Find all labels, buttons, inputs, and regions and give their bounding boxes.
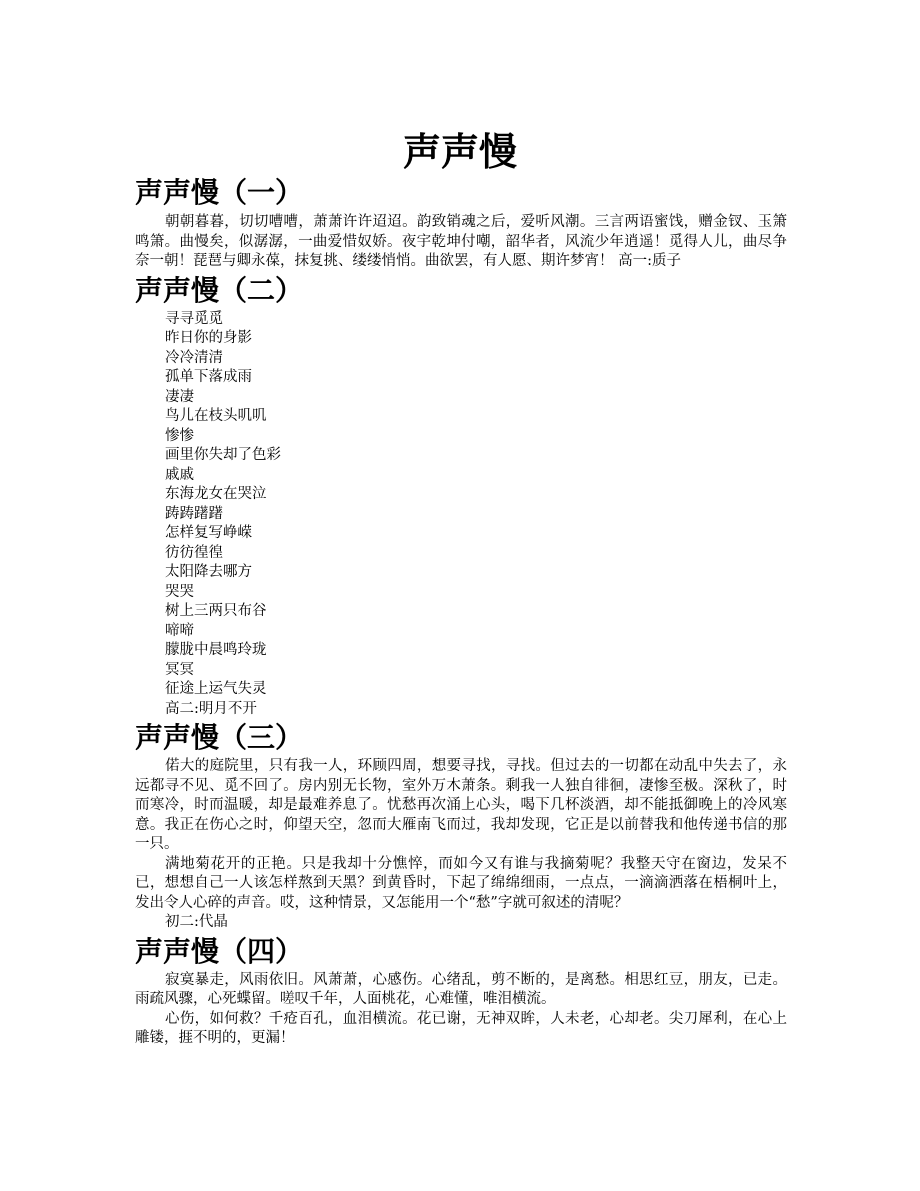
poem-line: 哭哭	[165, 583, 194, 600]
poem-line: 孤单下落成雨	[165, 369, 252, 385]
poem-line: 啼啼	[165, 622, 194, 639]
poem-line: 怎样复写峥嵘	[165, 525, 252, 541]
section-1	[135, 174, 787, 272]
poem-lines	[135, 310, 787, 720]
section-paragraph: 满地菊花开的正艳。只是我却十分憔悴，而如今又有谁与我摘菊呢？我整天守在窗边，发呆不已，想想自己一人该怎样熬到天黑？到黄昏时，下起了绵绵细雨，一点点，一滴滴洒落在梧桐叶上，发出令人心碎的声音。哎，这种情景，又怎能用一个“愁”字就可叙述的清呢？	[135, 855, 787, 911]
poem-line: 戚戚	[165, 466, 194, 483]
poem-line: 太阳降去哪方	[165, 564, 252, 580]
poem-line: 凄凄	[165, 388, 194, 405]
poem-line: 踌踌躇躇	[165, 505, 223, 522]
poem-line: 树上三两只布谷	[165, 603, 267, 619]
poem-line: 冷冷清清	[165, 349, 223, 366]
section-4	[135, 933, 787, 1049]
section-3	[135, 719, 787, 933]
section-paragraph: 心伤，如何救？千疮百孔，血泪横流。花已谢，无神双眸，人未老，心却老。尖刀犀利，在心上雕镂，捱不明的，更漏！	[135, 1010, 787, 1046]
poem-line: 寻寻觅觅	[165, 310, 223, 327]
poem-line: 惨惨	[165, 427, 194, 444]
section-heading: 声声慢（二）	[135, 273, 304, 307]
poem-line: 朦胧中晨鸣玲珑	[165, 642, 267, 658]
section-paragraph: 寂寞暴走，风雨依旧。风萧萧，心感伤。心绪乱，剪不断的，是离愁。相思红豆，朋友，已走。雨疏风骤，心死蝶留。嗟叹千年，人面桃花，心难懂，唯泪横流。	[135, 971, 787, 1007]
poem-line: 征途上运气失灵	[165, 681, 267, 697]
document-body	[135, 174, 787, 1049]
section-paragraph: 偌大的庭院里，只有我一人，环顾四周，想要寻找，寻找。但过去的一切都在动乱中失去了，永远都寻不见、觅不回了。房内别无长物，室外万木萧条。剩我一人独自徘徊，凄惨至极。深秋了，时而寒冷，时而温暖，却是最难养息了。忧愁再次涌上心头，喝下几杯淡酒，却不能抵御晚上的冷风寒意。我正在伤心之时，仰望天空，忽而大雁南飞而过，我却发现，它正是以前替我和他传递书信的那一只。	[135, 758, 787, 852]
poem-line: 东海龙女在哭泣	[165, 486, 267, 502]
section-paragraph: 朝朝暮暮，切切嘈嘈，萧萧许许迢迢。韵致销魂之后，爱听风潮。三言两语蜜饯，赠金钗、玉箫鸣箫。曲慢矣，似潺潺，一曲爱惜奴娇。夜宇乾坤付嘲，韶华者，风流少年逍遥！觅得人儿，曲尽争奈一朝！琵琶与卿永葆，抹复挑、缕缕悄悄。曲欲罢，有人愿、期许梦宵！ 高一:质子	[135, 214, 787, 269]
poem-line: 画里你失却了色彩	[165, 447, 281, 463]
section-2	[135, 272, 787, 720]
poem-line: 鸟儿在枝头叽叽	[165, 408, 267, 424]
section-heading: 声声慢（一）	[135, 176, 304, 209]
section-heading: 声声慢（四）	[135, 934, 304, 968]
poem-line: 彷彷徨徨	[165, 544, 223, 561]
section-author: 初二:代晶	[165, 914, 228, 930]
poem-line: 昨日你的身影	[165, 330, 252, 346]
document-title: 声声慢	[402, 130, 517, 174]
poem-author: 高二:明月不开	[165, 700, 257, 717]
section-heading: 声声慢（三）	[135, 721, 304, 754]
poem-line: 冥冥	[165, 661, 194, 678]
